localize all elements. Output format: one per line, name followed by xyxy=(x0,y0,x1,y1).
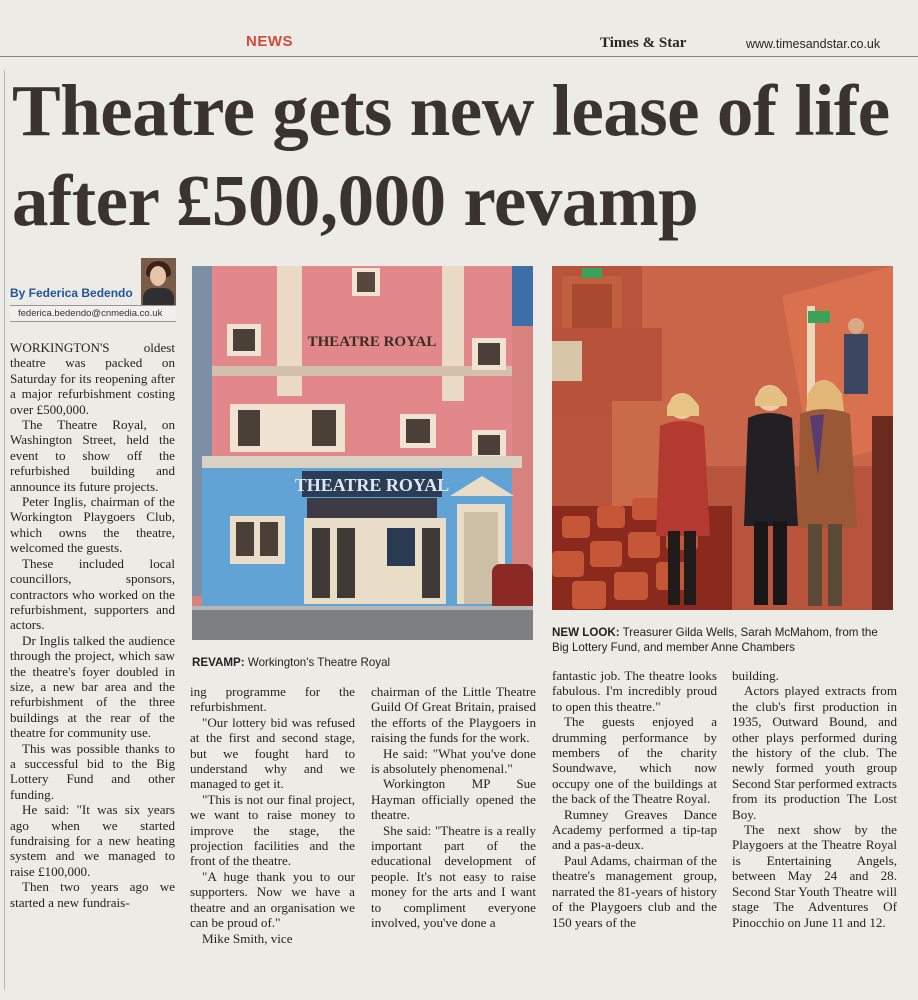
article-column-5 xyxy=(732,668,897,930)
header-rule xyxy=(0,56,918,57)
paragraph: Mike Smith, vice xyxy=(202,930,293,946)
article-column-4 xyxy=(552,668,717,930)
exterior-photo-caption xyxy=(192,655,533,670)
paragraph: These included local councillors, sponsors, contractors who worked on the refurbishment, supporters and actors. xyxy=(10,555,175,633)
article-column-1 xyxy=(10,340,175,910)
paper-name: Times & Star xyxy=(600,35,687,51)
paragraph: Workington MP Sue Hayman officially opened the theatre. xyxy=(371,776,536,823)
paragraph: Actors played extracts from the club's first production in 1935, Outward Bound, and other plays performed during the history of the club. The newly formed youth group Second Star performed extracts from its production The Lost Boy. xyxy=(732,683,897,822)
caption-label: REVAMP: xyxy=(192,656,245,669)
theatre-sign-top: THEATRE ROYAL xyxy=(307,334,437,350)
theatre-exterior-photo xyxy=(192,266,533,640)
paragraph: She said: "Theatre is a really important part of the educational development of people. It's not easy to raise money for the arts and I want to compliment everyone involved, you've done a xyxy=(371,822,536,931)
paragraph: building. xyxy=(732,668,779,683)
paragraph: Dr Inglis talked the audience through the project, which saw the theatre's foyer doubled in size, a new bar area and the refurbishment of the three buildings at the rear of the theatre for community use. xyxy=(10,632,175,741)
paragraph: "A huge thank you to our supporters. Now we have a theatre and an organisation we can be proud of." xyxy=(190,868,355,931)
interior-photo-caption xyxy=(552,625,897,655)
author-email: federica.bedendo@cnmedia.co.uk xyxy=(10,305,176,322)
byline: By Federica Bedendo xyxy=(10,286,133,300)
caption-text: Workington's Theatre Royal xyxy=(244,656,391,669)
paragraph: This was possible thanks to a successful bid to the Big Lottery Fund and other funding. xyxy=(10,740,175,802)
paragraph: "This is not our final project, we want to raise money to improve the stage, the projection facilities and the front of the theatre. xyxy=(190,791,355,869)
paragraph: The guests enjoyed a drumming performance by members of the charity Soundwave, which now occupy one of the buildings at the back of the Theatre Royal. xyxy=(552,714,717,807)
article-column-2 xyxy=(190,684,355,946)
theatre-sign-front: THEATRE ROYAL xyxy=(294,475,450,495)
theatre-interior-photo xyxy=(552,266,893,610)
paragraph: The Theatre Royal, on Washington Street, held the event to show off the refurbished building and announce its future projects. xyxy=(10,417,175,494)
column-rule xyxy=(4,70,5,990)
paragraph: WORKINGTON'S oldest theatre was packed on Saturday for its reopening after a major refurbishment costing over £500,000. xyxy=(10,340,175,417)
paragraph: He said: "It was six years ago when we started fundraising for a new heating system and we managed to raise £100,000. xyxy=(10,802,175,879)
paragraph: Paul Adams, chairman of the theatre's management group, narrated the 81-years of history of the Playgoers club and the 150 years of the xyxy=(552,852,717,930)
paragraph: chairman of the Little Theatre Guild Of Great Britain, praised the efforts of the Playgoers in raising the funds for the work. xyxy=(371,684,536,746)
paper-url: www.timesandstar.co.uk xyxy=(746,37,881,51)
paragraph: Then two years ago we started a new fundrais- xyxy=(10,879,175,910)
paragraph: "Our lottery bid was refused at the first and second stage, but we fought hard to understand why and we managed to get it. xyxy=(190,714,355,792)
paragraph: The next show by the Playgoers at the Theatre Royal is Entertaining Angels, between May 24 and 28. Second Star Youth Theatre will stage The Adventures Of Pinocchio on June 11 and 12. xyxy=(732,822,897,930)
paragraph: ing programme for the refurbishment. xyxy=(190,684,355,715)
article-column-3 xyxy=(371,684,536,931)
paragraph: He said: "What you've done is absolutely phenomenal." xyxy=(371,745,536,777)
author-photo xyxy=(141,258,176,306)
headline: Theatre gets new lease of life after £500,000 revamp xyxy=(12,70,890,241)
paragraph: Peter Inglis, chairman of the Workington Playgoers Club, which owns the theatre, welcomed the guests. xyxy=(10,494,175,556)
paragraph: Rumney Greaves Dance Academy performed a tip-tap and a pas-a-deux. xyxy=(552,806,717,853)
section-label: NEWS xyxy=(246,33,293,50)
caption-label: NEW LOOK: xyxy=(552,626,620,639)
caption-text: Treasurer Gilda Wells, Sarah McMahom, from the Big Lottery Fund, and member Anne Chambers xyxy=(552,626,878,654)
paragraph: fantastic job. The theatre looks fabulous. I'm incredibly proud to open this theatre." xyxy=(552,668,717,714)
